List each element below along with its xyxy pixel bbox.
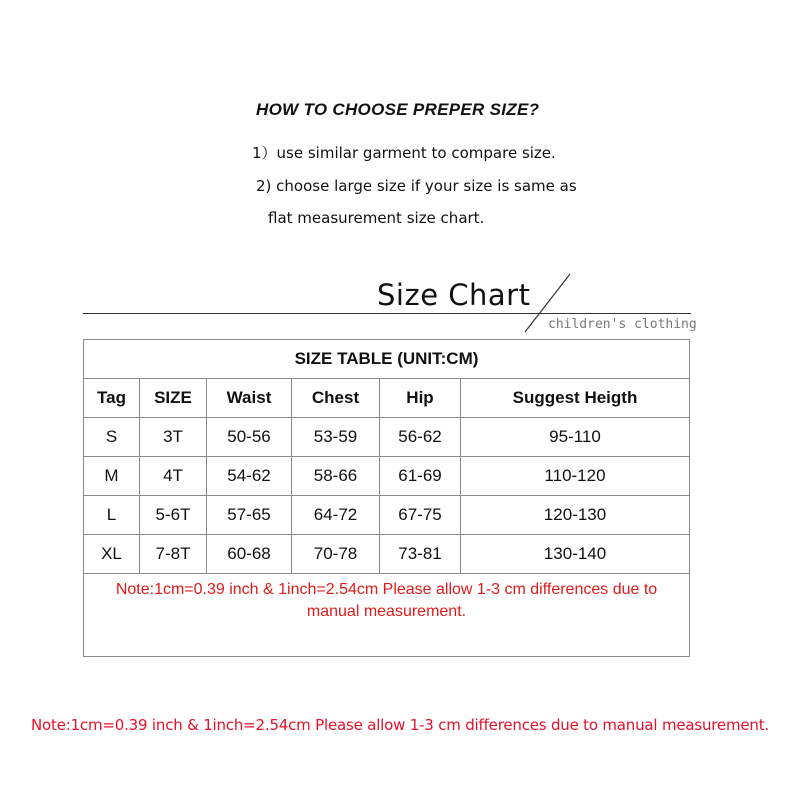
cell-size: 7-8T xyxy=(140,535,207,574)
size-table-caption: SIZE TABLE (UNIT:CM) xyxy=(84,340,689,379)
table-note: Note:1cm=0.39 inch & 1inch=2.54cm Please allow 1-3 cm differences due to manual measurement. xyxy=(115,581,658,620)
table-row xyxy=(84,457,689,496)
cell-waist: 54-62 xyxy=(207,457,292,496)
cell-chest: 53-59 xyxy=(292,418,380,457)
cell-hip: 67-75 xyxy=(380,496,461,535)
cell-tag: S xyxy=(84,418,140,457)
cell-size: 3T xyxy=(140,418,207,457)
table-header-row xyxy=(84,379,689,418)
cell-tag: L xyxy=(84,496,140,535)
header-suggest-height: Suggest Heigth xyxy=(461,379,690,418)
header-waist: Waist xyxy=(207,379,292,418)
size-table xyxy=(83,339,690,657)
cell-height: 110-120 xyxy=(461,457,690,496)
cell-chest: 64-72 xyxy=(292,496,380,535)
cell-height: 130-140 xyxy=(461,535,690,574)
cell-hip: 56-62 xyxy=(380,418,461,457)
cell-height: 95-110 xyxy=(461,418,690,457)
cell-chest: 70-78 xyxy=(292,535,380,574)
header-tag: Tag xyxy=(84,379,140,418)
cell-size: 4T xyxy=(140,457,207,496)
cell-tag: XL xyxy=(84,535,140,574)
table-row xyxy=(84,535,689,574)
title-divider xyxy=(83,313,691,314)
header-chest: Chest xyxy=(292,379,380,418)
size-chart-subtitle: children's clothing xyxy=(548,317,697,332)
guide-step-1: 1）use similar garment to compare size. xyxy=(252,144,556,162)
cell-chest: 58-66 xyxy=(292,457,380,496)
guide-step-2-line-1: 2) choose large size if your size is same as xyxy=(256,177,577,195)
table-row xyxy=(84,496,689,535)
header-hip: Hip xyxy=(380,379,461,418)
header-size: SIZE xyxy=(140,379,207,418)
cell-size: 5-6T xyxy=(140,496,207,535)
guide-title: HOW TO CHOOSE PREPER SIZE? xyxy=(256,100,540,119)
cell-waist: 50-56 xyxy=(207,418,292,457)
cell-hip: 61-69 xyxy=(380,457,461,496)
size-table-grid xyxy=(84,340,689,653)
footer-note: Note:1cm=0.39 inch & 1inch=2.54cm Please allow 1-3 cm differences due to manual measurement. xyxy=(31,716,769,734)
guide-step-2-line-2: flat measurement size chart. xyxy=(268,209,485,227)
cell-height: 120-130 xyxy=(461,496,690,535)
cell-hip: 73-81 xyxy=(380,535,461,574)
cell-waist: 60-68 xyxy=(207,535,292,574)
cell-tag: M xyxy=(84,457,140,496)
table-row xyxy=(84,418,689,457)
size-chart-title: Size Chart xyxy=(377,278,531,312)
cell-waist: 57-65 xyxy=(207,496,292,535)
